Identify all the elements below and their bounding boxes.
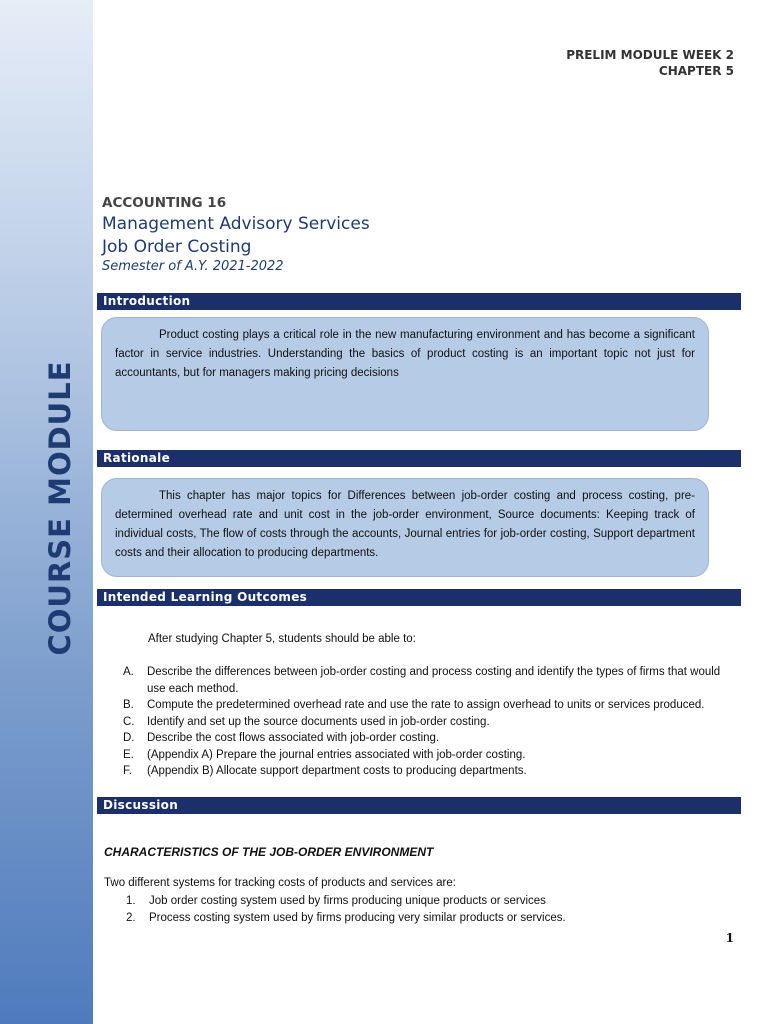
- list-text: Describe the differences between job-order costing and process costing and identify the types of firms that would use each method.: [147, 666, 721, 695]
- rationale-box: This chapter has major topics for Differences between job-order costing and process costing, pre-determined overhead rate and unit cost in the job-order environment, Source documents: Keeping track of individual costs, The flow of costs through the accounts, Journal entries for job-order costing, Support department costs and their allocation to producing departments.: [101, 478, 709, 577]
- topic-title: Job Order Costing: [102, 237, 252, 257]
- sidebar-label: COURSE MODULE: [43, 360, 77, 656]
- list-item: [126, 893, 726, 910]
- discussion-intro: Two different systems for tracking costs of products and services are:: [104, 877, 456, 889]
- discussion-subheading: CHARACTERISTICS OF THE JOB-ORDER ENVIRONMENT: [104, 845, 434, 859]
- introduction-box: Product costing plays a critical role in the new manufacturing environment and has become a significant factor in service industries. Understanding the basics of product costing is an important topic not just for accountants, but for managers making pricing decisions: [101, 317, 709, 431]
- list-text: Describe the cost flows associated with job-order costing.: [147, 732, 440, 744]
- list-item: [126, 910, 726, 927]
- ilo-list: [123, 664, 738, 780]
- list-letter: D.: [123, 732, 135, 744]
- section-header-discussion: Discussion: [97, 797, 741, 814]
- list-text: (Appendix A) Prepare the journal entries associated with job-order costing.: [147, 748, 526, 761]
- list-item: [123, 747, 738, 764]
- list-text: Compute the predetermined overhead rate and use the rate to assign overhead to units or services produced.: [147, 699, 705, 711]
- section-header-ilo: Intended Learning Outcomes: [97, 589, 741, 606]
- list-item: [123, 697, 738, 714]
- section-header-rationale: Rationale: [97, 450, 741, 467]
- list-number: 2.: [126, 912, 136, 924]
- course-title: Management Advisory Services: [102, 214, 370, 234]
- list-letter: F.: [123, 765, 132, 777]
- list-letter: A.: [123, 666, 134, 678]
- list-number: 1.: [126, 895, 136, 907]
- list-item: [123, 730, 738, 747]
- ilo-intro: After studying Chapter 5, students should be able to:: [148, 633, 416, 645]
- list-text: Identify and set up the source documents used in job-order costing.: [147, 715, 490, 728]
- list-text: (Appendix B) Allocate support department costs to producing departments.: [147, 765, 527, 777]
- list-letter: B.: [123, 699, 134, 711]
- costing-systems-list: [126, 893, 726, 927]
- list-item: [123, 664, 738, 697]
- list-letter: E.: [123, 748, 134, 761]
- semester-label: Semester of A.Y. 2021-2022: [102, 259, 284, 274]
- module-week: PRELIM MODULE WEEK 2: [566, 48, 734, 62]
- list-text: Job order costing system used by firms producing unique products or services: [149, 895, 546, 907]
- sidebar: [0, 0, 93, 1024]
- module-chapter: CHAPTER 5: [658, 64, 734, 78]
- list-item: [123, 763, 738, 780]
- section-header-introduction: Introduction: [97, 293, 741, 310]
- course-code: ACCOUNTING 16: [102, 195, 227, 211]
- module-header: [566, 47, 734, 79]
- list-letter: C.: [123, 715, 135, 728]
- list-item: [123, 714, 738, 731]
- page-number: 1: [725, 931, 734, 945]
- list-text: Process costing system used by firms producing very similar products or services.: [149, 912, 566, 924]
